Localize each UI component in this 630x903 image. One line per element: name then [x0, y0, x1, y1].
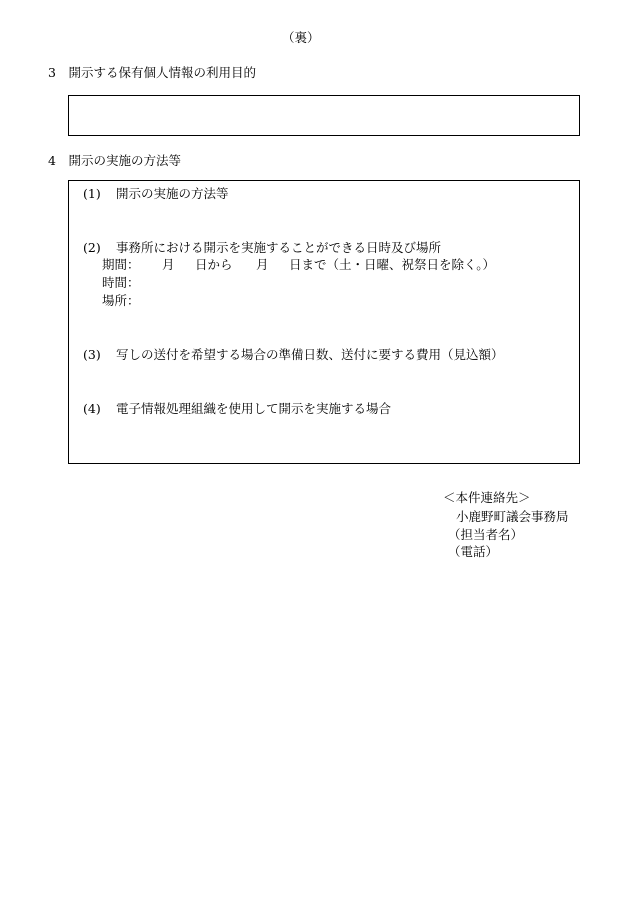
item-1-text: 開示の実施の方法等 — [116, 186, 229, 201]
period-label: 期間： — [102, 257, 140, 272]
time-label: 時間： — [102, 275, 140, 290]
item-4-text: 電子情報処理組織を使用して開示を実施する場合 — [116, 401, 392, 416]
side-label: （裏） — [282, 30, 320, 45]
period-day-from: 日から — [195, 257, 233, 272]
item-2-number: (2) — [83, 240, 101, 255]
item-3-text: 写しの送付を希望する場合の準備日数、送付に要する費用（見込額） — [116, 347, 504, 362]
period-month-2: 月 — [256, 257, 269, 272]
item-1-number: (1) — [83, 186, 101, 201]
section-3-title: 3 開示する保有個人情報の利用目的 — [48, 65, 256, 80]
period-day-until: 日まで（土・日曜、祝祭日を除く。） — [289, 257, 496, 272]
period-month-1: 月 — [162, 257, 175, 272]
section-4-title: 4 開示の実施の方法等 — [48, 153, 181, 168]
contact-person-label: （担当者名） — [448, 527, 524, 542]
contact-office: 小鹿野町議会事務局 — [456, 509, 569, 524]
place-label: 場所： — [102, 293, 140, 308]
purpose-of-use-box[interactable] — [68, 95, 580, 136]
contact-heading: ＜本件連絡先＞ — [443, 490, 531, 505]
contact-phone-label: （電話） — [448, 544, 499, 559]
item-2-text: 事務所における開示を実施することができる日時及び場所 — [116, 240, 442, 255]
item-3-number: (3) — [83, 347, 101, 362]
item-4-number: (4) — [83, 401, 101, 416]
disclosure-method-box — [68, 180, 580, 464]
